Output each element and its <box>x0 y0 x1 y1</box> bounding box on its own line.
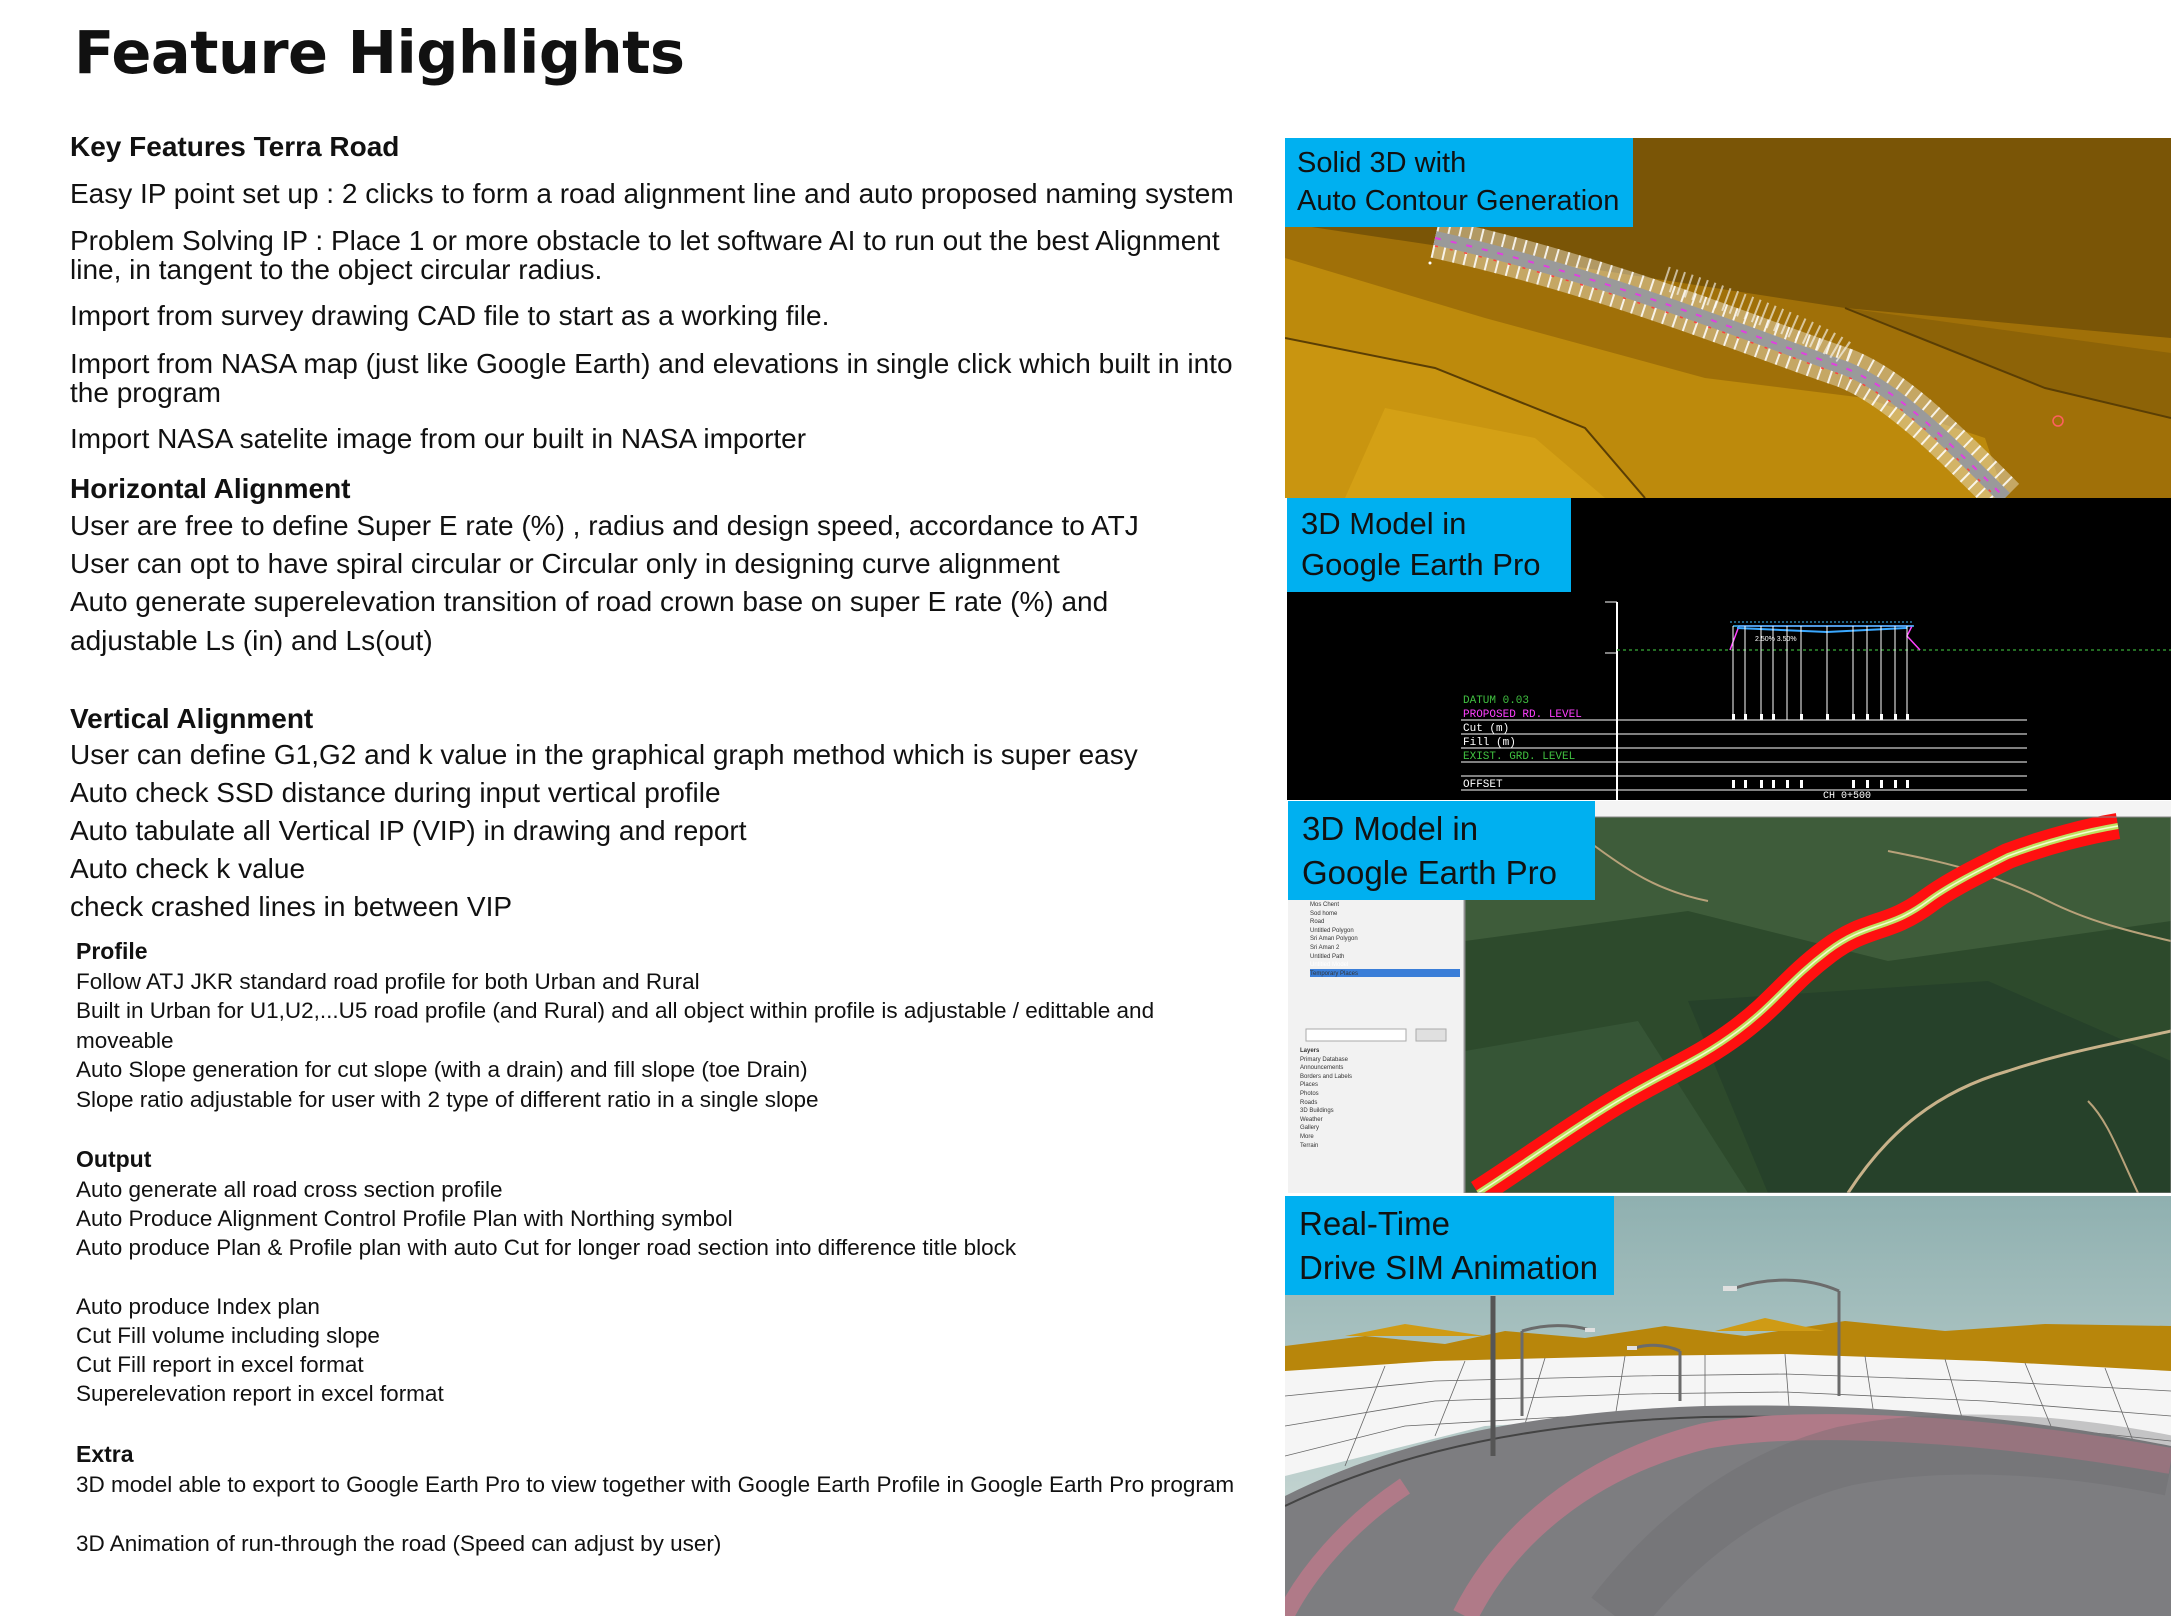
tree-item[interactable]: Borders and Labels <box>1300 1073 1353 1080</box>
section-heading: Vertical Alignment <box>70 703 314 734</box>
page-title: Feature Highlights <box>74 18 685 87</box>
feature-item: Auto Slope generation for cut slope (with a drain) and fill slope (toe Drain) <box>76 1057 808 1082</box>
tree-item[interactable]: Untitled Model <box>1310 962 1349 969</box>
caption-line: Auto Contour Generation <box>1297 185 1620 218</box>
feature-item: Auto produce Index plan <box>76 1294 320 1319</box>
panel-caption <box>1285 138 1633 227</box>
caption-line: 3D Model in <box>1302 810 1479 847</box>
tree-item[interactable]: Road <box>1310 919 1325 926</box>
caption-line: Real-Time <box>1299 1205 1450 1242</box>
panel-caption <box>1285 1196 1614 1295</box>
tree-item[interactable]: Temporary Places <box>1310 970 1359 977</box>
feature-item: User are free to define Super E rate (%) , radius and design speed, accordance to ATJ <box>70 510 1139 541</box>
table-row-label: PROPOSED RD. LEVEL <box>1463 709 1582 721</box>
feature-item: Import from NASA map (just like Google Earth) and elevations in single click which built in into the program <box>70 348 1233 408</box>
tree-item[interactable]: Places <box>1300 1082 1319 1089</box>
caption-line: Solid 3D with <box>1297 147 1467 179</box>
tree-item[interactable]: Roads <box>1300 1099 1318 1106</box>
feature-item: 3D model able to export to Google Earth Pro to view together with Google Earth Profile in Google Earth Pro program <box>76 1472 1235 1497</box>
feature-item: Slope ratio adjustable for user with 2 type of different ratio in a single slope <box>76 1087 819 1112</box>
feature-item: Import NASA satelite image from our built in NASA importer <box>70 423 807 454</box>
cross-slope-label: 2.50% 3.50% <box>1755 636 1797 643</box>
table-row-label: OFFSET <box>1463 779 1503 791</box>
caption-line: Google Earth Pro <box>1302 853 1557 891</box>
section-heading: Output <box>76 1146 152 1172</box>
caption-line: Google Earth Pro <box>1301 546 1541 582</box>
feature-item: check crashed lines in between VIP <box>70 891 513 922</box>
places-tree[interactable] <box>1310 901 1358 978</box>
cross-section-image <box>1287 498 2171 800</box>
feature-item: User can opt to have spiral circular or Circular only in designing curve alignment <box>70 548 1060 579</box>
feature-item: Auto check k value <box>70 853 306 884</box>
feature-item: Problem Solving IP : Place 1 or more obstacle to let software AI to run out the best Alignment line, in tangent to the object circular radius. <box>70 225 1220 285</box>
feature-item: adjustable Ls (in) and Ls(out) <box>70 625 433 656</box>
tree-item[interactable]: Primary Database <box>1300 1056 1349 1063</box>
feature-item: Built in Urban for U1,U2,...U5 road profile (and Rural) and all object within profile is adjustable / edittable and moveable <box>76 998 1155 1053</box>
feature-item: Cut Fill volume including slope <box>76 1323 380 1348</box>
tree-item[interactable]: Weather <box>1300 1116 1323 1123</box>
google-earth-image <box>1288 801 2171 1193</box>
tree-item[interactable]: 3D Buildings <box>1300 1108 1334 1115</box>
tree-item[interactable]: Announcements <box>1300 1065 1344 1072</box>
drive-sim-image <box>1285 1196 2171 1616</box>
section-heading: Key Features Terra Road <box>70 131 400 162</box>
feature-item: Follow ATJ JKR standard road profile for both Urban and Rural <box>76 969 700 994</box>
tree-item[interactable]: More <box>1300 1133 1314 1140</box>
layers-tree[interactable] <box>1300 1047 1352 1150</box>
feature-item: Easy IP point set up : 2 clicks to form a road alignment line and auto proposed naming system <box>70 178 1234 209</box>
tree-item[interactable]: Photos <box>1300 1090 1319 1097</box>
feature-item: 3D Animation of run-through the road (Speed can adjust by user) <box>76 1531 722 1556</box>
feature-item: Auto tabulate all Vertical IP (VIP) in drawing and report <box>70 815 747 846</box>
layers-title: Layers <box>1300 1048 1320 1054</box>
feature-item: Auto produce Plan & Profile plan with auto Cut for longer road section into difference title block <box>76 1235 1017 1260</box>
tree-item[interactable]: Sod home <box>1310 910 1338 917</box>
solid-3d-contour-image <box>1285 138 2171 498</box>
panel-caption <box>1287 498 1571 592</box>
caption-line: 3D Model in <box>1301 506 1467 541</box>
tree-item[interactable]: Sri Aman 2 <box>1310 944 1340 951</box>
table-row-label: Cut (m) <box>1463 723 1510 735</box>
table-row-label: Fill (m) <box>1463 737 1516 749</box>
feature-item: Auto generate superelevation transition of road crown base on super E rate (%) and <box>70 586 1109 617</box>
tree-item[interactable]: Untitled Polygon <box>1310 927 1354 934</box>
tree-item[interactable]: Terrain <box>1300 1142 1319 1149</box>
datum-label: DATUM 0.03 <box>1463 695 1530 707</box>
feature-item: User can define G1,G2 and k value in the graphical graph method which is super easy <box>70 739 1138 770</box>
feature-item: Auto Produce Alignment Control Profile Plan with Northing symbol <box>76 1206 733 1231</box>
chainage-label: CH 0+500 <box>1823 791 1872 800</box>
feature-item: Import from survey drawing CAD file to start as a working file. <box>70 300 830 331</box>
section-heading: Extra <box>76 1441 134 1467</box>
panel-caption <box>1288 801 1595 900</box>
section-heading: Horizontal Alignment <box>70 473 351 504</box>
caption-line: Drive SIM Animation <box>1299 1248 1598 1286</box>
feature-item: Superelevation report in excel format <box>76 1381 444 1406</box>
tree-item[interactable]: Sri Aman Polygon <box>1310 936 1358 943</box>
tree-item[interactable]: Mos Chent <box>1310 902 1340 908</box>
tree-item[interactable]: Gallery <box>1300 1125 1320 1132</box>
feature-item: Cut Fill report in excel format <box>76 1352 364 1377</box>
feature-item: Auto generate all road cross section profile <box>76 1177 503 1202</box>
section-heading: Profile <box>76 938 148 964</box>
tree-item[interactable]: Untitled Path <box>1310 953 1345 960</box>
feature-item: Auto check SSD distance during input vertical profile <box>70 777 721 808</box>
table-row-label: EXIST. GRD. LEVEL <box>1463 751 1576 763</box>
